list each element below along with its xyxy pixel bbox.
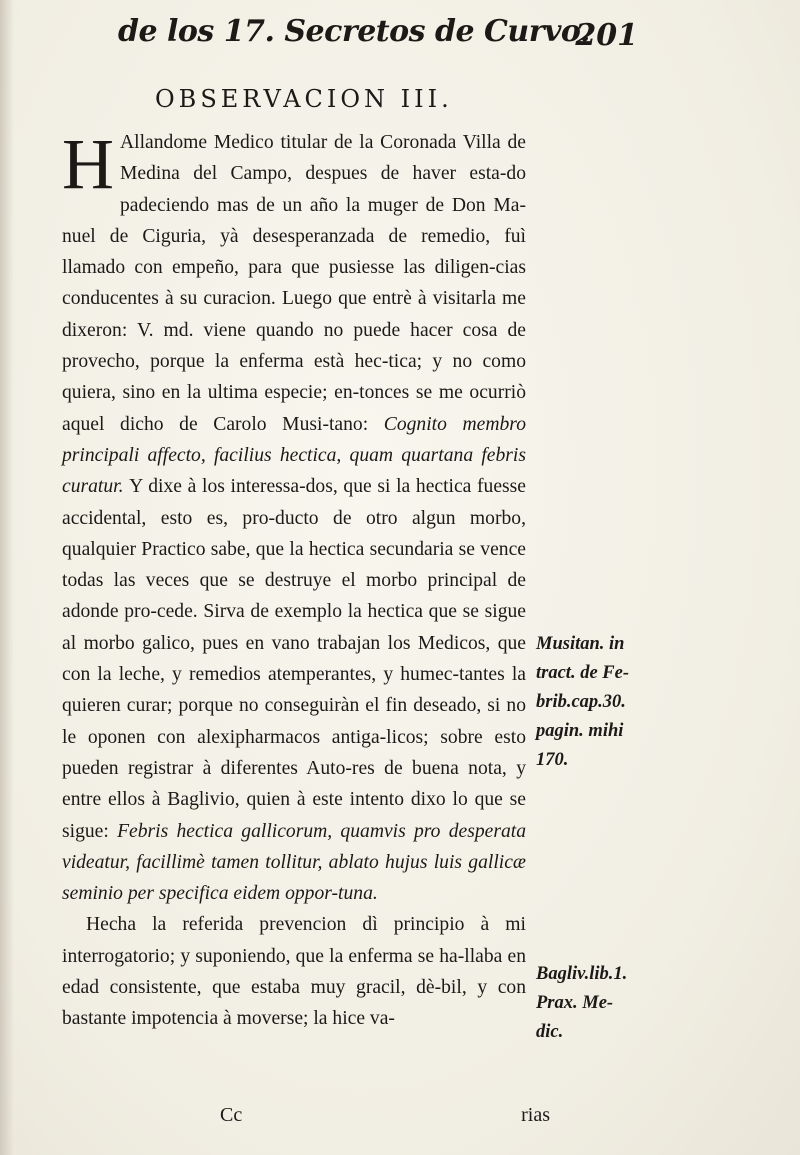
latin-quote-musitano: Cognito membro principali affecto, facilius hectica, quam quartana febris curatur. [62,413,526,498]
margin-note-line: dic. [536,1022,564,1042]
margin-note-line: Musitan. in [536,634,625,654]
margin-note-line: 170. [536,750,569,770]
paragraph-1-text-b: Y dixe à los interessa-dos, que si la hectica fuesse accidental, esto es, pro-ducto de otro algun morbo, qualquier Practico sabe, que la hectica secundaria se vence todas las veces que se destruye el morbo principal de adonde pro-cede. Sirva de exemplo la hectica que se sigue al morbo galico, pues en vano trabajan los Medicos, que con la leche, y remedios atemperantes, y humec-tantes la quieren curar; porque no conseguiràn el fin deseado, si no le oponen con alexipharmacos antiga-licos; sobre esto pueden registrar à diferentes Auto-res de buena nota, y entre ellos à Baglivio, quien à este intento dixo lo que se sigue: [62,476,526,842]
margin-note-line: Prax. Me- [536,993,614,1013]
binding-shadow [0,0,14,1155]
margin-note-line: brib.cap.30. [536,692,626,712]
running-title: de los 17. Secretos de Curvo. [118,14,590,49]
paragraph-1 [62,124,527,909]
signature-mark: Cc [220,1104,243,1126]
paragraph-1-text-a: Allandome Medico titular de la Coronada Villa de Medina del Campo, despues de haver esta-do padeciendo mas de un año la muger de Don Ma-nuel de Ciguria, yà desesperanzada de remedio, fuì llamado con empeño, para que pusiesse las diligen-cias conducentes à su curacion. Luego que entrè à visitarla me dixeron: V. md. viene quando no puede hacer cosa de provecho, porque la enferma està hec-tica; y no como quiera, sino en la ultima especie; en-tonces se me ocurriò aquel dicho de Carolo Musi-tano: [62,132,526,435]
margin-note-line: tract. de Fe- [536,663,629,683]
page-number: 201 [575,18,638,53]
margin-note-bagliv [536,960,627,1047]
catchword: rias [521,1104,550,1126]
margin-note-musitan [536,630,629,775]
main-text [62,124,527,1035]
latin-quote-baglivio: Febris hectica gallicorum, quamvis pro desperata videatur, facillimè tamen tollitur, ablato hujus luis gallicæ seminio per specifica eidem oppor-tuna. [62,820,527,905]
running-header [118,14,638,58]
margin-note-line: Bagliv.lib.1. [536,964,628,984]
drop-cap: H [62,124,114,204]
paragraph-2: Hecha la referida prevencion dì principio à mi interrogatorio; y suponiendo, que la enferma se ha-llaba en edad consistente, que estaba muy gracil, dè-bil, y con bastante impotencia à moverse; la hice va- [62,914,526,1030]
section-heading: OBSERVACION III. [155,85,453,113]
margin-note-line: pagin. mihi [536,721,624,741]
